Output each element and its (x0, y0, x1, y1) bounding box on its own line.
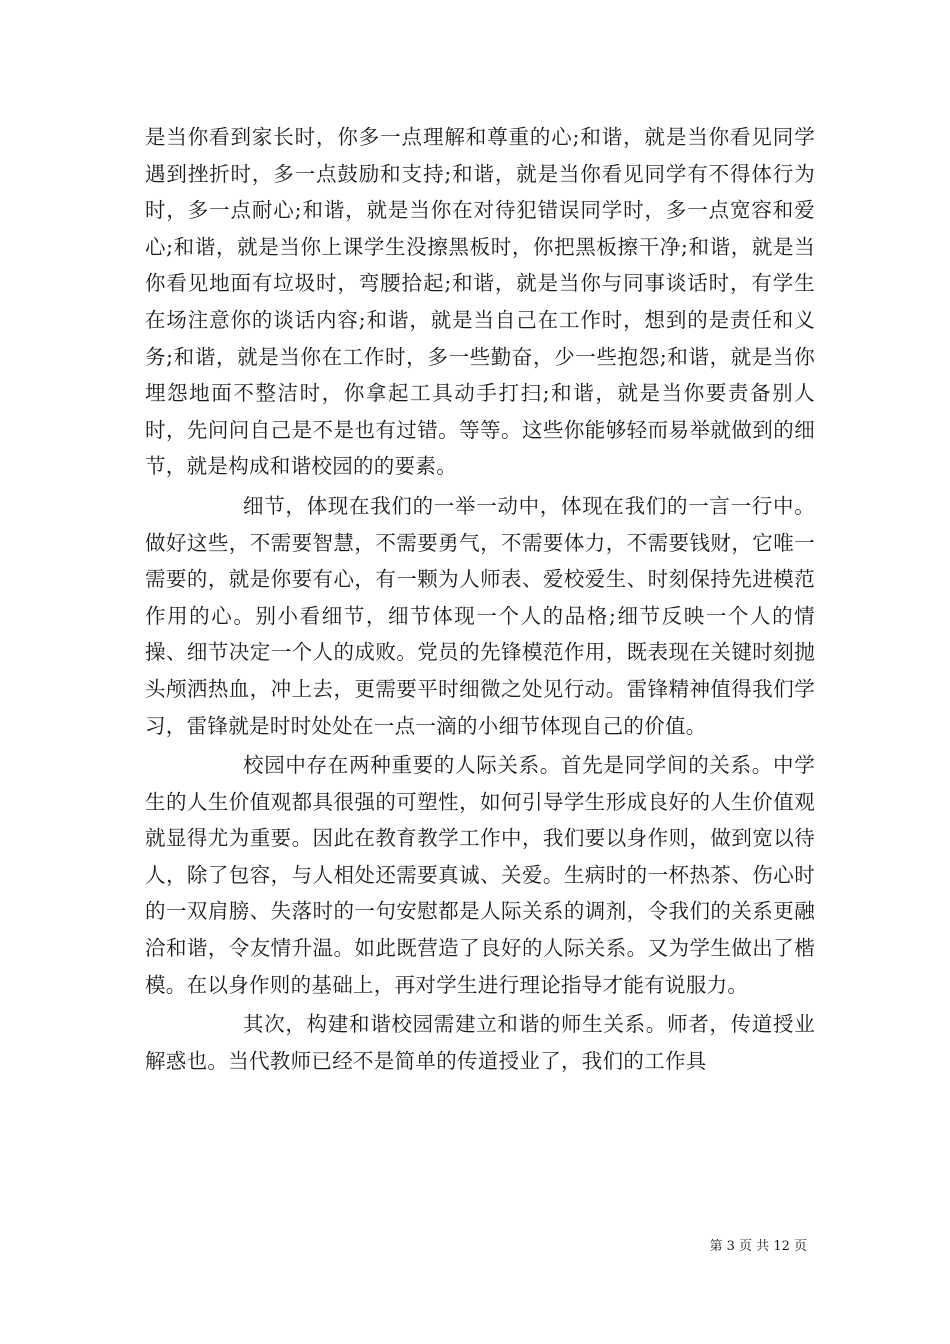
document-body (145, 119, 815, 1079)
paragraph-3: 校园中存在两种重要的人际关系。首先是同学间的关系。中学生的人生价值观都具很强的可塑性，如何引导学生形成良好的人生价值观就显得尤为重要。因此在教育教学工作中，我们要以身作则，做到宽以待人，除了包容，与人相处还需要真诚、关爱。生病时的一杯热茶、伤心时的一双肩膀、失落时的一句安慰都是人际关系的调剂，令我们的关系更融洽和谐，令友情升温。如此既营造了良好的人际关系。又为学生做出了楷模。在以身作则的基础上，再对学生进行理论指导才能有说服力。 (145, 753, 815, 997)
paragraph-2: 细节，体现在我们的一举一动中，体现在我们的一言一行中。做好这些，不需要智慧，不需要勇气，不需要体力，不需要钱财，它唯一需要的，就是你要有心，有一颗为人师表、爱校爱生、时刻保持先进模范作用的心。别小看细节，细节体现一个人的品格;细节反映一个人的情操、细节决定一个人的成败。党员的先锋模范作用，既表现在关键时刻抛头颅洒热血，冲上去，更需要平时细微之处见行动。雷锋精神值得我们学习，雷锋就是时时处处在一点一滴的小细节体现自己的价值。 (145, 493, 815, 738)
paragraph-4: 其次，构建和谐校园需建立和谐的师生关系。师者，传道授业解惑也。当代教师已经不是简单的传道授业了，我们的工作具 (145, 1012, 815, 1073)
page-number-footer: 第 3 页 共 12 页 (709, 1239, 807, 1254)
paragraph-1: 是当你看到家长时，你多一点理解和尊重的心;和谐，就是当你看见同学遇到挫折时，多一点鼓励和支持;和谐，就是当你看见同学有不得体行为时，多一点耐心;和谐，就是当你在对待犯错误同学时，多一点宽容和爱心;和谐，就是当你上课学生没擦黑板时，你把黑板擦干净;和谐，就是当你看见地面有垃圾时，弯腰拾起;和谐，就是当你与同事谈话时，有学生在场注意你的谈话内容;和谐，就是当自己在工作时，想到的是责任和义务;和谐，就是当你在工作时，多一些勤奋，少一些抱怨;和谐，就是当你埋怨地面不整洁时，你拿起工具动手打扫;和谐，就是当你要责备别人时，先问问自己是不是也有过错。等等。这些你能够轻而易举就做到的细节，就是构成和谐校园的的要素。 (145, 125, 815, 479)
